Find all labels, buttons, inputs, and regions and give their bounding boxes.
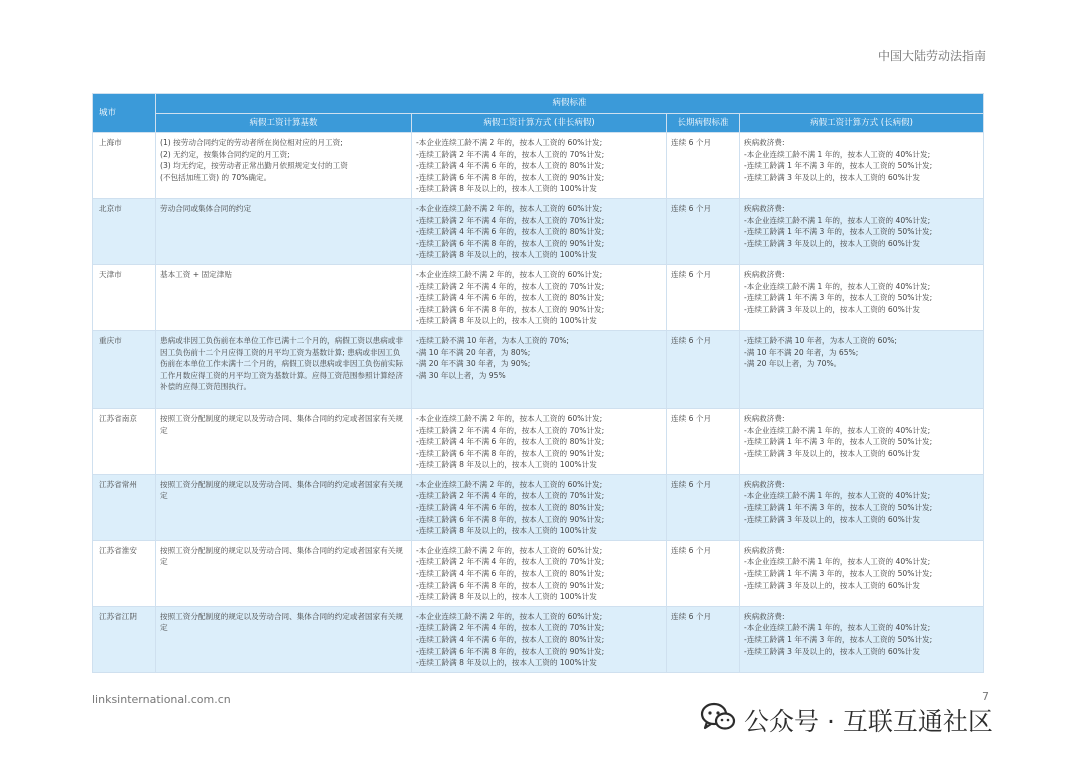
sick-leave-table-container (92, 93, 983, 673)
short-term-cell: -本企业连续工龄不满 2 年的，按本人工资的 60%计发; -连续工龄满 2 年不满 4 年的，按本人工资的 70%计发; -连续工龄满 4 年不满 6 年的，按本人工资的 80%计发; -连续工龄满 6 年不满 8 年的，按本人工资的 90%计发; -连续工龄满 8 年及以上的，按本人工资的 100%计发 (412, 264, 667, 330)
short-term-cell: -本企业连续工龄不满 2 年的，按本人工资的 60%计发; -连续工龄满 2 年不满 4 年的，按本人工资的 70%计发; -连续工龄满 4 年不满 6 年的，按本人工资的 80%计发; -连续工龄满 6 年不满 8 年的，按本人工资的 90%计发; -连续工龄满 8 年及以上的，按本人工资的 100%计发 (412, 474, 667, 540)
base-cell: 基本工资 + 固定津贴 (156, 264, 412, 330)
city-cell: 重庆市 (93, 330, 156, 408)
long-term-cell: 疾病救济费: -本企业连续工龄不满 1 年的，按本人工资的 40%计发; -连续工龄满 1 年不满 3 年的，按本人工资的 50%计发; -连续工龄满 3 年及以上的，按本人工资的 60%计发 (740, 540, 984, 606)
long-term-cell: 疾病救济费: -本企业连续工龄不满 1 年的，按本人工资的 40%计发; -连续工龄满 1 年不满 3 年的，按本人工资的 50%计发; -连续工龄满 3 年及以上的，按本人工资的 60%计发 (740, 264, 984, 330)
page-number: 7 (982, 690, 989, 703)
city-cell: 天津市 (93, 264, 156, 330)
column-header-base: 病假工资计算基数 (156, 114, 412, 133)
base-cell: 按照工资分配制度的规定以及劳动合同、集体合同的约定或者国家有关规定 (156, 408, 412, 474)
city-cell: 江苏省南京 (93, 408, 156, 474)
short-term-cell: -本企业连续工龄不满 2 年的，按本人工资的 60%计发; -连续工龄满 2 年不满 4 年的，按本人工资的 70%计发; -连续工龄满 4 年不满 6 年的，按本人工资的 80%计发; -连续工龄满 6 年不满 8 年的，按本人工资的 90%计发; -连续工龄满 8 年及以上的，按本人工资的 100%计发 (412, 198, 667, 264)
page-header-title: 中国大陆劳动法指南 (877, 49, 986, 63)
footer-website-link[interactable]: linksinternational.com.cn (92, 693, 231, 706)
base-cell: 劳动合同或集体合同的约定 (156, 198, 412, 264)
long-term-cell: -连续工龄不满 10 年者，为本人工资的 60%; -满 10 年不满 20 年者，为 65%; -满 20 年以上者，为 70%。 (740, 330, 984, 408)
long-term-cell: 疾病救济费: -本企业连续工龄不满 1 年的，按本人工资的 40%计发; -连续工龄满 1 年不满 3 年的，按本人工资的 50%计发; -连续工龄满 3 年及以上的，按本人工资的 60%计发 (740, 198, 984, 264)
table-row (93, 408, 984, 474)
table-row (93, 540, 984, 606)
table-row (93, 330, 984, 408)
long-term-cell: 疾病救济费: -本企业连续工龄不满 1 年的，按本人工资的 40%计发; -连续工龄满 1 年不满 3 年的，按本人工资的 50%计发; -连续工龄满 3 年及以上的，按本人工资的 60%计发 (740, 474, 984, 540)
city-cell: 江苏省淮安 (93, 540, 156, 606)
wechat-watermark (700, 702, 993, 738)
base-cell: 按照工资分配制度的规定以及劳动合同、集体合同的约定或者国家有关规定 (156, 606, 412, 672)
long-standard-cell: 连续 6 个月 (667, 198, 740, 264)
long-term-cell: 疾病救济费: -本企业连续工龄不满 1 年的，按本人工资的 40%计发; -连续工龄满 1 年不满 3 年的，按本人工资的 50%计发; -连续工龄满 3 年及以上的，按本人工资的 60%计发 (740, 606, 984, 672)
table-row (93, 264, 984, 330)
base-cell: 按照工资分配制度的规定以及劳动合同、集体合同的约定或者国家有关规定 (156, 540, 412, 606)
long-standard-cell: 连续 6 个月 (667, 606, 740, 672)
watermark-text: 公众号 · 互联互通社区 (744, 707, 993, 736)
column-header-city: 城市 (93, 94, 156, 133)
base-cell: 患病或非因工负伤前在本单位工作已满十二个月的，病假工资以患病或非因工负伤前十二个月应得工资的月平均工资为基数计算; 患病或非因工负伤前在本单位工作未满十二个月的，病假工资以患病或非因工负伤前实际工作月数应得工资的月平均工资为基数计算。应得工资范围参照计算经济补偿的应得工资范围执行。 (156, 330, 412, 408)
base-cell: 按照工资分配制度的规定以及劳动合同、集体合同的约定或者国家有关规定 (156, 474, 412, 540)
short-term-cell: -本企业连续工龄不满 2 年的，按本人工资的 60%计发; -连续工龄满 2 年不满 4 年的，按本人工资的 70%计发; -连续工龄满 4 年不满 6 年的，按本人工资的 80%计发; -连续工龄满 6 年不满 8 年的，按本人工资的 90%计发; -连续工龄满 8 年及以上的，按本人工资的 100%计发 (412, 606, 667, 672)
short-term-cell: -本企业连续工龄不满 2 年的，按本人工资的 60%计发; -连续工龄满 2 年不满 4 年的，按本人工资的 70%计发; -连续工龄满 4 年不满 6 年的，按本人工资的 80%计发; -连续工龄满 6 年不满 8 年的，按本人工资的 90%计发; -连续工龄满 8 年及以上的，按本人工资的 100%计发 (412, 540, 667, 606)
long-standard-cell: 连续 6 个月 (667, 330, 740, 408)
column-header-long-standard: 长期病假标准 (667, 114, 740, 133)
long-standard-cell: 连续 6 个月 (667, 408, 740, 474)
column-header-long-term: 病假工资计算方式 (长病假) (740, 114, 984, 133)
long-standard-cell: 连续 6 个月 (667, 540, 740, 606)
long-standard-cell: 连续 6 个月 (667, 264, 740, 330)
short-term-cell: -本企业连续工龄不满 2 年的，按本人工资的 60%计发; -连续工龄满 2 年不满 4 年的，按本人工资的 70%计发; -连续工龄满 4 年不满 6 年的，按本人工资的 80%计发; -连续工龄满 6 年不满 8 年的，按本人工资的 90%计发; -连续工龄满 8 年及以上的，按本人工资的 100%计发 (412, 408, 667, 474)
long-term-cell: 疾病救济费: -本企业连续工龄不满 1 年的，按本人工资的 40%计发; -连续工龄满 1 年不满 3 年的，按本人工资的 50%计发; -连续工龄满 3 年及以上的，按本人工资的 60%计发 (740, 408, 984, 474)
table-row (93, 133, 984, 199)
sick-leave-table (92, 93, 984, 673)
table-row (93, 606, 984, 672)
city-cell: 江苏省江阴 (93, 606, 156, 672)
base-cell: (1) 按劳动合同约定的劳动者所在岗位相对应的月工资; (2) 无约定，按集体合同约定的月工资; (3) 均无约定，按劳动者正常出勤月依照规定支付的工资 (不包括加班工资) 的 70%确定。 (156, 133, 412, 199)
table-row (93, 474, 984, 540)
city-cell: 北京市 (93, 198, 156, 264)
wechat-icon (700, 702, 736, 738)
long-standard-cell: 连续 6 个月 (667, 133, 740, 199)
long-term-cell: 疾病救济费: -本企业连续工龄不满 1 年的，按本人工资的 40%计发; -连续工龄满 1 年不满 3 年的，按本人工资的 50%计发; -连续工龄满 3 年及以上的，按本人工资的 60%计发 (740, 133, 984, 199)
table-row (93, 198, 984, 264)
long-standard-cell: 连续 6 个月 (667, 474, 740, 540)
city-cell: 上海市 (93, 133, 156, 199)
short-term-cell: -本企业连续工龄不满 2 年的，按本人工资的 60%计发; -连续工龄满 2 年不满 4 年的，按本人工资的 70%计发; -连续工龄满 4 年不满 6 年的，按本人工资的 80%计发; -连续工龄满 6 年不满 8 年的，按本人工资的 90%计发; -连续工龄满 8 年及以上的，按本人工资的 100%计发 (412, 133, 667, 199)
city-cell: 江苏省常州 (93, 474, 156, 540)
group-header-sick-leave: 病假标准 (156, 94, 984, 114)
short-term-cell: -连续工龄不满 10 年者，为本人工资的 70%; -满 10 年不满 20 年者，为 80%; -满 20 年不满 30 年者，为 90%; -满 30 年以上者，为 95% (412, 330, 667, 408)
column-header-short-term: 病假工资计算方式 (非长病假) (412, 114, 667, 133)
